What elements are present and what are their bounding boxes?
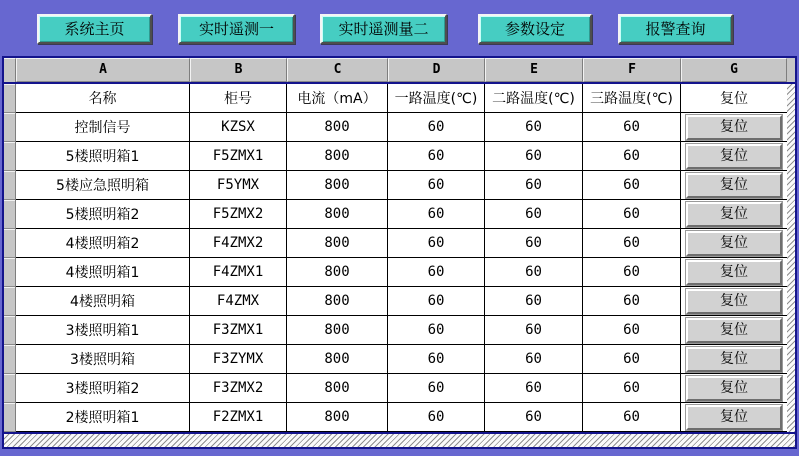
cell-reset (681, 171, 787, 199)
cell-cabinet: F5ZMX1 (190, 142, 287, 170)
cell-temp3: 60 (583, 374, 681, 402)
table-row (16, 171, 787, 200)
cell-name: 2楼照明箱1 (16, 403, 190, 431)
reset-button[interactable]: 复位 (686, 144, 782, 169)
cell-reset (681, 229, 787, 257)
cell-temp3: 60 (583, 258, 681, 286)
row-header-segment (4, 113, 15, 142)
telemetry-table (2, 56, 797, 449)
reset-button[interactable]: 复位 (686, 231, 782, 256)
cell-temp2: 60 (485, 142, 583, 170)
cell-temp1: 60 (388, 287, 485, 315)
cell-reset (681, 374, 787, 402)
cell-cabinet: F4ZMX (190, 287, 287, 315)
cell-cabinet: F5ZMX2 (190, 200, 287, 228)
cell-name: 控制信号 (16, 113, 190, 141)
cell-temp1: 60 (388, 113, 485, 141)
cell-temp3: 60 (583, 403, 681, 431)
cell-current: 800 (287, 142, 388, 170)
cell-name: 4楼照明箱 (16, 287, 190, 315)
cell-name: 5楼照明箱1 (16, 142, 190, 170)
cell-temp1: 60 (388, 171, 485, 199)
cell-reset (681, 403, 787, 431)
table-row (16, 374, 787, 403)
cell-temp3: 60 (583, 345, 681, 373)
column-letter-B: B (190, 58, 287, 82)
cell-reset (681, 200, 787, 228)
cell-reset (681, 142, 787, 170)
cell-temp2: 60 (485, 287, 583, 315)
cell-name: 4楼照明箱2 (16, 229, 190, 257)
column-letters-row (4, 58, 795, 84)
cell-temp1: 60 (388, 345, 485, 373)
cell-temp3: 60 (583, 200, 681, 228)
cell-temp1: 60 (388, 258, 485, 286)
cell-temp1: 60 (388, 142, 485, 170)
cell-cabinet: F3ZMX2 (190, 374, 287, 402)
table-row (16, 258, 787, 287)
cell-temp2: 60 (485, 316, 583, 344)
cell-temp3: 60 (583, 142, 681, 170)
cell-temp2: 60 (485, 171, 583, 199)
column-letter-C: C (287, 58, 388, 82)
row-header-segment (4, 200, 15, 229)
cell-temp2: 60 (485, 374, 583, 402)
cell-name: 4楼照明箱1 (16, 258, 190, 286)
reset-button[interactable]: 复位 (686, 115, 782, 140)
cell-name: 3楼照明箱 (16, 345, 190, 373)
reset-button[interactable]: 复位 (686, 376, 782, 401)
cell-temp1: 60 (388, 200, 485, 228)
cell-temp2: 60 (485, 258, 583, 286)
cell-name: 5楼应急照明箱 (16, 171, 190, 199)
cell-cabinet: KZSX (190, 113, 287, 141)
header-cell-0: 名称 (16, 84, 190, 112)
cell-cabinet: F5YMX (190, 171, 287, 199)
cell-cabinet: F3ZYMX (190, 345, 287, 373)
cell-current: 800 (287, 287, 388, 315)
cell-temp1: 60 (388, 316, 485, 344)
reset-button[interactable]: 复位 (686, 202, 782, 227)
header-cell-2: 电流（mA） (287, 84, 388, 112)
row-header-segment (4, 374, 15, 403)
cell-temp2: 60 (485, 345, 583, 373)
table-body (16, 113, 787, 432)
cell-temp2: 60 (485, 200, 583, 228)
reset-button[interactable]: 复位 (686, 289, 782, 314)
cell-current: 800 (287, 316, 388, 344)
reset-button[interactable]: 复位 (686, 347, 782, 372)
cell-current: 800 (287, 374, 388, 402)
row-header-segment (4, 403, 15, 432)
cell-current: 800 (287, 113, 388, 141)
table-row (16, 113, 787, 142)
reset-button[interactable]: 复位 (686, 260, 782, 285)
row-header-segment (4, 171, 15, 200)
cell-cabinet: F4ZMX2 (190, 229, 287, 257)
cell-temp1: 60 (388, 374, 485, 402)
cell-temp1: 60 (388, 229, 485, 257)
cell-cabinet: F4ZMX1 (190, 258, 287, 286)
cell-temp3: 60 (583, 287, 681, 315)
cell-current: 800 (287, 258, 388, 286)
row-header-segment (4, 142, 15, 171)
cell-temp3: 60 (583, 316, 681, 344)
toolbar (0, 0, 799, 56)
cell-current: 800 (287, 345, 388, 373)
cell-reset (681, 258, 787, 286)
cell-temp2: 60 (485, 229, 583, 257)
table-row (16, 142, 787, 171)
nav-button-telemetry-2[interactable]: 实时遥测量二 (320, 14, 447, 44)
cell-reset (681, 287, 787, 315)
row-header-segment (4, 258, 15, 287)
cell-cabinet: F3ZMX1 (190, 316, 287, 344)
column-letter-E: E (485, 58, 583, 82)
reset-button[interactable]: 复位 (686, 318, 782, 343)
cell-name: 3楼照明箱2 (16, 374, 190, 402)
cell-current: 800 (287, 171, 388, 199)
nav-button-parameter-setting[interactable]: 参数设定 (478, 14, 592, 44)
table-row (16, 200, 787, 229)
letters-filler (787, 58, 795, 82)
header-cell-5: 三路温度(℃) (583, 84, 681, 112)
reset-button[interactable]: 复位 (686, 173, 782, 198)
column-letter-G: G (681, 58, 787, 82)
reset-button[interactable]: 复位 (686, 405, 782, 430)
cell-cabinet: F2ZMX1 (190, 403, 287, 431)
table-corner-cell (4, 58, 16, 82)
cell-temp2: 60 (485, 113, 583, 141)
cell-current: 800 (287, 229, 388, 257)
header-cell-4: 二路温度(℃) (485, 84, 583, 112)
row-header-segment (4, 287, 15, 316)
table-row (16, 403, 787, 432)
table-row (16, 345, 787, 374)
grid-area (4, 84, 795, 432)
cell-temp3: 60 (583, 113, 681, 141)
vertical-scrollbar[interactable] (787, 84, 795, 432)
header-cell-3: 一路温度(℃) (388, 84, 485, 112)
nav-button-alarm-query[interactable]: 报警查询 (618, 14, 733, 44)
row-header-segment (4, 229, 15, 258)
column-letter-A: A (16, 58, 190, 82)
cell-reset (681, 113, 787, 141)
cell-reset (681, 316, 787, 344)
cell-temp2: 60 (485, 403, 583, 431)
cell-name: 5楼照明箱2 (16, 200, 190, 228)
cell-current: 800 (287, 200, 388, 228)
column-letter-D: D (388, 58, 485, 82)
cell-temp3: 60 (583, 229, 681, 257)
table-header-row (16, 84, 787, 113)
cell-reset (681, 345, 787, 373)
row-header-strip (4, 84, 16, 432)
cell-temp3: 60 (583, 171, 681, 199)
horizontal-scrollbar[interactable] (4, 432, 795, 447)
header-cell-6: 复位 (681, 84, 787, 112)
nav-button-system-home[interactable]: 系统主页 (37, 14, 152, 44)
table-row (16, 229, 787, 258)
cell-name: 3楼照明箱1 (16, 316, 190, 344)
row-header-segment (4, 316, 15, 345)
cell-current: 800 (287, 403, 388, 431)
header-cell-1: 柜号 (190, 84, 287, 112)
main-grid (16, 84, 787, 432)
row-header-segment (4, 345, 15, 374)
table-row (16, 287, 787, 316)
cell-temp1: 60 (388, 403, 485, 431)
column-letter-F: F (583, 58, 681, 82)
table-row (16, 316, 787, 345)
nav-button-telemetry-1[interactable]: 实时遥测一 (178, 14, 295, 44)
row-header-segment (4, 84, 15, 113)
